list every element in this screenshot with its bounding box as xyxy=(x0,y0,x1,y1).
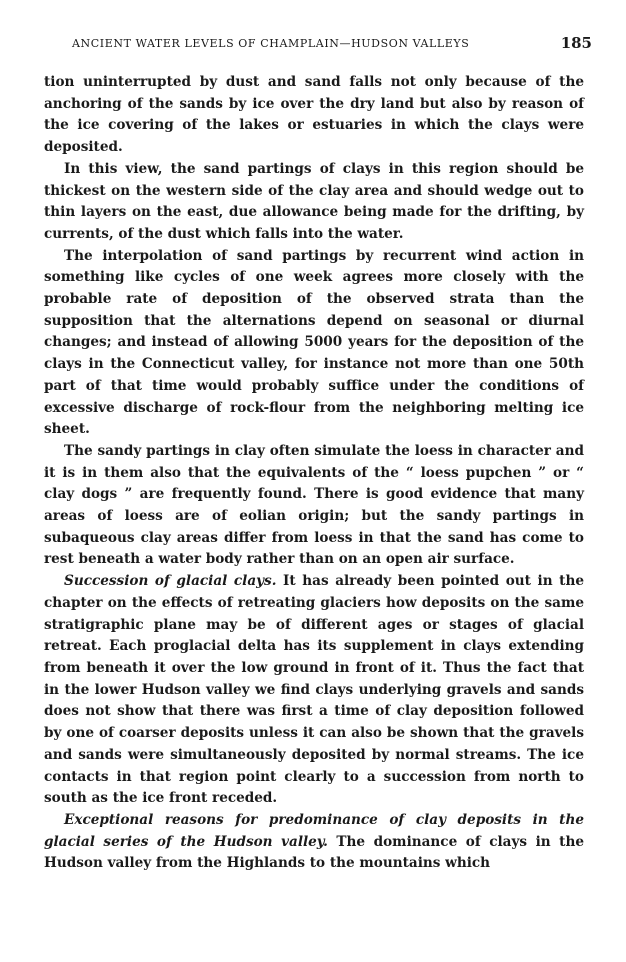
paragraph-2 xyxy=(44,159,584,246)
paragraph-6-heading: Exceptional reasons for predominance of clay deposits in the glacial series of the Hudson valley. xyxy=(44,811,584,850)
paragraph-1 xyxy=(44,72,584,159)
paragraph-4 xyxy=(44,441,584,571)
paragraph-5-heading: Succession of glacial clays. xyxy=(64,573,277,590)
paragraph-4-text: The sandy partings in clay often simulate the loess in character and it is in them also that the equivalents of the “ loess pupchen ” or “ clay dogs ” are frequently found. There is good evidence that many areas of loess are of eolian origin; but the sandy partings in subaqueous clay areas differ from loess in that the sand has come to rest beneath a water body rather than on an open air surface. xyxy=(44,442,584,568)
paragraph-1-text: tion uninterrupted by dust and sand falls not only because of the anchoring of the sands by ice over the dry land but also by reason of the ice covering of the lakes or estuaries in which the clays were deposited. xyxy=(44,74,584,156)
paragraph-5 xyxy=(44,571,584,810)
paragraph-6 xyxy=(44,810,584,875)
paragraph-3-text: The interpolation of sand partings by recurrent wind action in something like cycles of one week agrees more closely with the probable rate of deposition of the observed strata than the supposition that the alternations depend on seasonal or diurnal changes; and instead of allowing 5000 years for the deposition of the clays in the Connecticut valley, for instance not more than one 50th part of that time would probably suffice under the conditions of excessive discharge of rock-flour from the neighboring melting ice sheet. xyxy=(44,247,584,438)
paragraph-6-text: The dominance of clays in the Hudson valley from the Highlands to the mountains which xyxy=(44,833,584,872)
paragraph-5-text: It has already been pointed out in the chapter on the effects of retreating glaciers how deposits on the same stratigraphic plane may be of different ages or stages of glacial retreat. Each proglacial delta has its supplement in clays extending from beneath it over the low ground in front of it. Thus the fact that in the lower Hudson valley we find clays underlying gravels and sands does not show that there was first a time of clay deposition followed by one of coarser deposits unless it can also be shown that the gravels and sands were simultaneously deposited by normal streams. The ice contacts in that region point clearly to a succession from north to south as the ice front receded. xyxy=(44,573,584,807)
running-head xyxy=(72,34,592,56)
paragraph-2-text: In this view, the sand partings of clays in this region should be thickest on the western side of the clay area and should wedge out to thin layers on the east, due allowance being made for the drifting, by currents, of the dust which falls into the water. xyxy=(44,160,584,242)
running-head-title: ANCIENT WATER LEVELS OF CHAMPLAIN—HUDSON VALLEYS xyxy=(72,37,470,50)
body-text xyxy=(44,72,584,875)
page-number: 185 xyxy=(560,34,592,52)
paragraph-3 xyxy=(44,246,584,441)
